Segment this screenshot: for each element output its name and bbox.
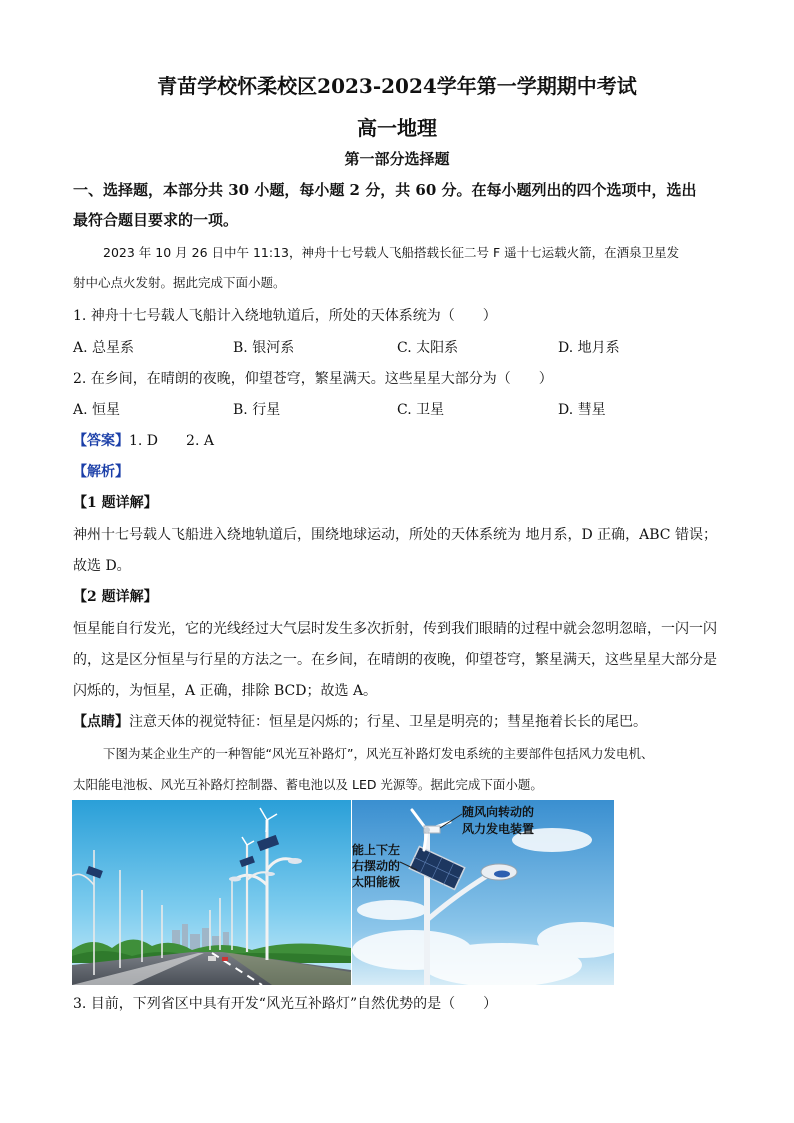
q3-stem: 3. 目前，下列省区中具有开发“风光互补路灯”自然优势的是（ ） xyxy=(73,996,498,1012)
detail1-tag: 【1 题详解】 xyxy=(73,495,158,511)
detail1-line2: 故选 D。 xyxy=(73,558,131,574)
tip-tag: 【点睛】 xyxy=(73,714,129,730)
wind-label-line1: 随风向转动的 xyxy=(462,805,535,819)
detail2-line2: 的，这是区分恒星与行星的方法之一。在乡间，在晴朗的夜晚，仰望苍穹，繁星满天，这些星星大部分是 xyxy=(73,652,717,668)
detail2-line1: 恒星能自行发光，它的光线经过大气层时发生多次折射，传到我们眼睛的过程中就会忽明忽暗，一闪一闪 xyxy=(73,621,717,637)
q2-option-b: B. 行星 xyxy=(233,402,281,418)
road-scene-illustration xyxy=(72,800,351,985)
intro1-line2: 射中心点火发射。据此完成下面小题。 xyxy=(73,275,286,290)
solar-label xyxy=(352,842,400,890)
detail2-tag: 【2 题详解】 xyxy=(73,589,158,605)
answer-text: 1. D 2. A xyxy=(129,433,214,449)
answer-line xyxy=(73,431,214,451)
answer-tag: 【答案】 xyxy=(73,433,129,449)
tip-text: 注意天体的视觉特征：恒星是闪烁的；行星、卫星是明亮的；彗星拖着长长的尾巴。 xyxy=(129,714,647,730)
tip-line xyxy=(73,712,647,732)
intro2-line1: 下图为某企业生产的一种智能“风光互补路灯”，风光互补路灯发电系统的主要部件包括风力发电机、 xyxy=(103,746,654,761)
analysis-line xyxy=(73,462,129,482)
solar-label-line1: 能上下左 xyxy=(352,843,401,857)
analysis-tag: 【解析】 xyxy=(73,464,129,480)
q2-option-c: C. 卫星 xyxy=(397,402,445,418)
detail2-line3: 闪烁的，为恒星，A 正确，排除 BCD；故选 A。 xyxy=(73,683,378,699)
solar-label-line2: 右摆动的 xyxy=(352,859,401,873)
q1-option-a: A. 总星系 xyxy=(73,340,135,356)
q2-stem: 2. 在乡间，在晴朗的夜晚，仰望苍穹，繁星满天。这些星星大部分为（ ） xyxy=(73,371,553,387)
q1-option-b: B. 银河系 xyxy=(233,340,295,356)
section-heading-line1: 一、选择题，本部分共 30 小题，每小题 2 分，共 60 分。在每小题列出的四个选项中，选出 xyxy=(73,181,697,199)
section-heading-line2: 最符合题目要求的一项。 xyxy=(73,211,239,229)
subject-title: 高一地理 xyxy=(357,116,437,140)
wind-label xyxy=(462,804,534,838)
q2-option-a: A. 恒星 xyxy=(73,402,121,418)
solar-label-line3: 太阳能板 xyxy=(352,875,401,889)
q2-option-d: D. 彗星 xyxy=(558,402,606,418)
exam-title: 青苗学校怀柔校区2023-2024学年第一学期期中考试 xyxy=(157,74,637,98)
street-lamp-road-photo xyxy=(72,800,351,985)
intro2-line2: 太阳能电池板、风光互补路灯控制器、蓄电池以及 LED 光源等。据此完成下面小题。 xyxy=(73,777,543,792)
detail1-line1: 神州十七号载人飞船进入绕地轨道后，围绕地球运动，所处的天体系统为 地月系，D 正确，ABC 错误； xyxy=(73,527,717,543)
wind-label-line2: 风力发电装置 xyxy=(462,822,535,836)
wind-solar-lamp-diagram xyxy=(352,800,614,985)
q1-option-d: D. 地月系 xyxy=(558,340,620,356)
q1-option-c: C. 太阳系 xyxy=(397,340,459,356)
intro1-line1: 2023 年 10 月 26 日中午 11:13，神舟十七号载人飞船搭载长征二号 F 遥十七运载火箭，在酒泉卫星发 xyxy=(103,245,680,260)
part-title: 第一部分选择题 xyxy=(344,150,450,168)
q1-stem: 1. 神舟十七号载人飞船计入绕地轨道后，所处的天体系统为（ ） xyxy=(73,308,497,324)
